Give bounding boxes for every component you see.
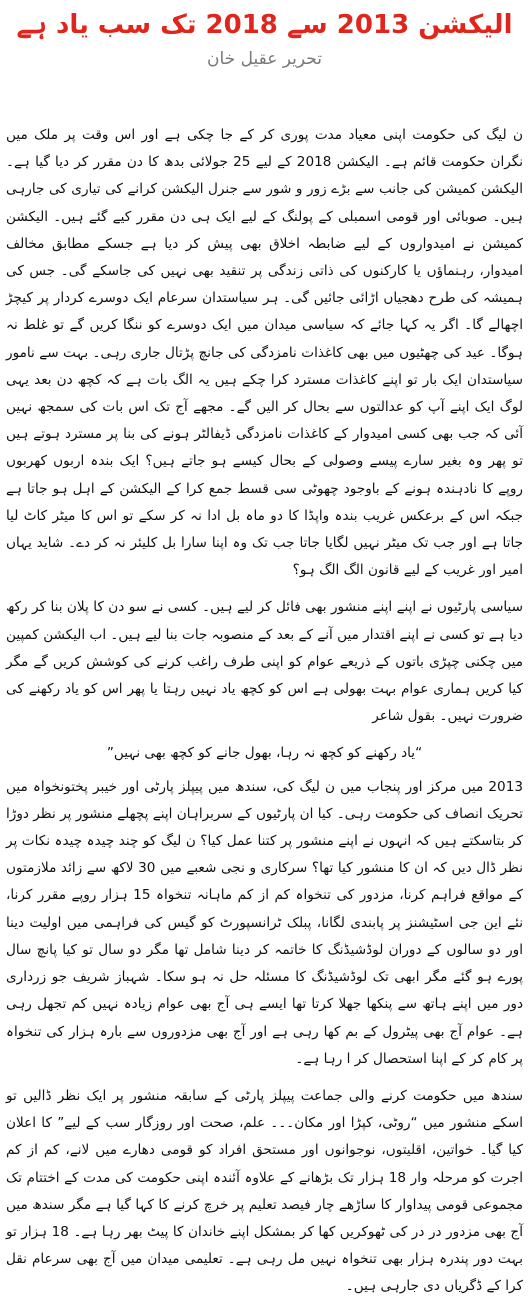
author-byline: تحریر عقیل خان [207,49,322,69]
article-body [6,122,523,1301]
article-header [0,0,529,72]
paragraph-sindh-ppp: سندھ میں حکومت کرنے والی جماعت پیپلز پارٹی کے سابقہ منشور پر ایک نظر ڈالیں تو اسکے منشور میں “روٹی، کپڑا اور مکان۔۔۔ علم، صحت اور روزگار سب کے لیے” کا اعلان کیا گیا۔ خواتین، اقلیتوں، نوجوانوں اور مستحق افراد کو قومی دھارے میں لانے، کم از کم اجرت کو مرحلہ وار 18 ہزار تک بڑھانے کے علاوہ آئندہ اپنی حکومت کی مدت کے اختتام تک مجموعی قومی پیداوار کا ساڑھے چار فیصد تعلیم پر خرچ کرنے کا کہا گیا ہے مگر سندھ میں آج بھی مزدور در در کی ٹھوکریں کھا کر بمشکل اپنے خاندان کا پیٹ بھر رہا ہے۔ 18 ہزار تو بہت دور پندرہ ہزار بھی تنخواہ نہیں مل رہی ہے۔ تعلیمی میدان میں آج بھی سرعام نقل کرا کے ڈگریاں دی جارہی ہیں۔ [6,1087,524,1295]
article-title: الیکشن 2013 سے 2018 تک سب یاد ہے [16,10,513,40]
paragraph-party-manifestos: سیاسی پارٹیوں نے اپنے اپنے منشور بھی فائل کر لیے ہیں۔ کسی نے سو دن کا پلان بنا کر رکھ دیا ہے تو کسی نے اپنے اقتدار میں آنے کے بعد کے منصوبہ جات بنا لیے ہیں۔ اب الیکشن کمپین میں چکنی چپڑی باتوں کے ذریعے عوام کو اپنی طرف راغب کرنے کی کوشش کریں گے مگر کیا کریں ہماری عوام بہت بھولی ہے اس کو کچھ یاد نہیں رہتا یا پھر اس کو یاد رکھنے کی ضرورت نہیں۔ بقول شاعر [6,599,523,725]
paragraph-election-2018: ن لیگ کی حکومت اپنی معیاد مدت پوری کر کے جا چکی ہے اور اس وقت پر ملک میں نگران حکومت قائم ہے۔ الیکشن 2018 کے لیے 25 جولائی بدھ کا دن مقرر کر دیا گیا ہے۔ الیکشن کمیشن کی جانب سے بڑے زور و شور سے جنرل الیکشن کرانے کی تیاری کی جارہی ہیں۔ صوبائی اور قومی اسمبلی کے پولنگ کے لیے ایک ہی دن مقرر کیے گئے ہیں۔ الیکشن کمیشن نے امیدواروں کے لیے ضابطہ اخلاق بھی پیش کر دیا ہے جسکے مطابق مخالف امیدوار، رہنماؤں یا کارکنوں کی ذاتی زندگی پر تنقید بھی نہیں کی جاسکے گی۔ جس کی ہمیشہ کی طرح دھجیاں اڑائی جائیں گی۔ ہر سیاستدان سرعام ایک دوسرے کردار پر کیچڑ اچھالے گا۔ اگر یہ کہا جائے کہ سیاسی میدان میں ایک دوسرے کو ننگا کریں گے تو غلط نہ ہوگا۔ عید کی چھٹیوں میں بھی کاغذات نامزدگی کی جانچ پڑتال جاری رہی۔ بہت سے نامور سیاستدان ایک بار تو اپنے کاغذات مسترد کرا چکے ہیں یہ الگ بات ہے کہ کچھ دن بعد یہی لوگ ایک اپنے آپ کو عدالتوں سے بحال کر الیں گے۔ مجھے آج تک اس بات کی سمجھ نہیں آئی کہ جب بھی کسی امیدوار کے کاغذات نامزدگی ڈیفالٹر ہونے کی بنا پر مسترد ہوتے ہیں تو پھر وہ بغیر سارے پیسے وصولی کے بحال کیسے ہو جاتے ہیں؟ ایک بندہ اربوں کھربوں روپے کا نادہندہ ہونے کے باوجود چھوٹی سی قسط جمع کرا کے الیکشن کے اہل ہو جاتا ہے جبکہ اس کے برعکس غریب بندہ واپڈا کا دو ماہ بل ادا نہ کر سکے تو اس کا میٹر کاٹ لیا جاتا ہے اور جب تک میٹر نہیں لگایا جاتا جب تک وہ اپنا سارا بل کلیئر نہ کر دے۔ شاید یہاں امیر اور غریب کے لیے قانون الگ الگ ہو؟ [6,127,524,579]
poetry-quote: “یاد رکھنے کو کچھ نہ رہا، بھول جانے کو کچھ بھی نہیں” [106,745,423,762]
paragraph-2013-governments: 2013 میں مرکز اور پنجاب میں ن لیگ کی، سندھ میں پیپلز پارٹی اور خیبر پختونخواہ میں تحریک انصاف کی حکومت رہی۔ کیا ان پارٹیوں کے سربراہان اپنے پچھلے منشور پر نظر دوڑا کر بتاسکتے ہیں کہ انہوں نے اپنے منشور پر کتنا عمل کیا؟ ن لیگ کو چند چیدہ چیدہ نکات پر نظر ڈال دیں کہ ان کا منشور کیا تھا؟ سرکاری و نجی شعبے میں 30 لاکھ سے زائد ملازمتوں کے مواقع فراہم کرنا، مزدور کی تنخواہ کم از کم ماہانہ تنخواہ 15 ہزار روپے مقرر کرنا، نئے این جی اسٹیشنز پر پابندی لگانا، پبلک ٹرانسپورٹ کو گیس کی فراہمی میں اولیت دینا اور دو سالوں کے دوران لوڈشیڈنگ کا خاتمہ کر دینا شامل تھا مگر دو سال تو کیا پانچ سال پورے ہو گئے مگر ابھی تک لوڈشیڈنگ کا مسئلہ حل نہ ہو سکا۔ شہباز شریف جو زرداری دور میں اپنے ہاتھ سے پنکھا جھلا کرتا تھا ایسے ہی آج بھی عوام زیادہ نہیں کم تجھل رہی ہے۔ عوام آج بھی پیٹرول کے بم کھا رہی ہے اور آج بھی مزدوروں سے بارہ ہزار کی تنخواہ پر کام کر کے اپنا استحصال کر ا رہا ہے۔ [6,778,523,1067]
